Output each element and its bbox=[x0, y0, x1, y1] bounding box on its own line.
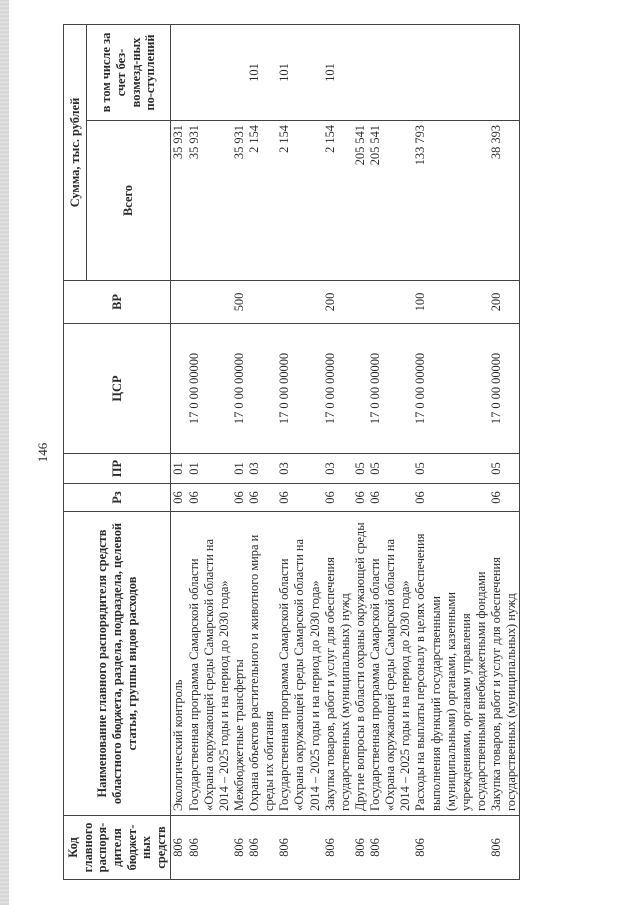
cell-csr bbox=[171, 324, 187, 454]
cell-name: Государственная программа Самарской области «Охрана окружающей среды Самарской области на 2014 – 2025 годы и на период до 2030 года» bbox=[368, 512, 413, 816]
cell-csr: 17 0 00 00000 bbox=[489, 324, 520, 454]
cell-incl: 101 bbox=[323, 25, 353, 121]
cell-csr bbox=[247, 324, 277, 454]
rotated-page bbox=[15, 25, 635, 880]
cell-incl bbox=[187, 25, 232, 121]
header-pr: ПР bbox=[64, 454, 171, 484]
cell-code: 806 bbox=[277, 816, 322, 880]
cell-pr: 05 bbox=[353, 454, 368, 484]
cell-total: 133 793 bbox=[413, 121, 489, 281]
cell-vr bbox=[187, 281, 232, 324]
cell-csr bbox=[353, 324, 368, 454]
cell-rz: 06 bbox=[413, 484, 489, 512]
cell-pr: 01 bbox=[187, 454, 232, 484]
cell-csr: 17 0 00 00000 bbox=[368, 324, 413, 454]
table-row bbox=[187, 25, 232, 880]
cell-rz: 06 bbox=[489, 484, 520, 512]
header-vr: ВР bbox=[64, 281, 171, 324]
cell-rz: 06 bbox=[353, 484, 368, 512]
cell-code: 806 bbox=[413, 816, 489, 880]
table-row bbox=[171, 25, 187, 880]
cell-vr: 500 bbox=[232, 281, 247, 324]
cell-rz: 06 bbox=[368, 484, 413, 512]
table-row bbox=[489, 25, 520, 880]
cell-code: 806 bbox=[171, 816, 187, 880]
cell-vr: 200 bbox=[323, 281, 353, 324]
cell-name: Закупка товаров, работ и услуг для обеспечения государственных (муниципальных) нужд bbox=[489, 512, 520, 816]
table-row bbox=[413, 25, 489, 880]
cell-incl bbox=[413, 25, 489, 121]
cell-incl: 101 bbox=[277, 25, 322, 121]
scan-edge bbox=[0, 0, 9, 905]
cell-csr: 17 0 00 00000 bbox=[187, 324, 232, 454]
header-incl: в том числе за счет без-возмезд-ных по-ступлений bbox=[87, 25, 171, 121]
cell-name: Экологический контроль bbox=[171, 512, 187, 816]
cell-code: 806 bbox=[323, 816, 353, 880]
cell-name: Охрана объектов растительного и животного мира и среды их обитания bbox=[247, 512, 277, 816]
cell-incl: 101 bbox=[247, 25, 277, 121]
cell-vr bbox=[171, 281, 187, 324]
cell-incl bbox=[489, 25, 520, 121]
cell-incl bbox=[232, 25, 247, 121]
cell-pr: 05 bbox=[413, 454, 489, 484]
budget-table bbox=[63, 24, 520, 880]
cell-name: Закупка товаров, работ и услуг для обеспечения государственных (муниципальных) нужд bbox=[323, 512, 353, 816]
cell-vr: 200 bbox=[489, 281, 520, 324]
cell-vr bbox=[277, 281, 322, 324]
cell-pr: 05 bbox=[368, 454, 413, 484]
cell-name: Государственная программа Самарской области «Охрана окружающей среды Самарской области на 2014 – 2025 годы и на период до 2030 года» bbox=[187, 512, 232, 816]
cell-csr: 17 0 00 00000 bbox=[413, 324, 489, 454]
cell-pr: 05 bbox=[489, 454, 520, 484]
cell-total: 38 393 bbox=[489, 121, 520, 281]
cell-csr: 17 0 00 00000 bbox=[277, 324, 322, 454]
header-code: Код главного распоря-дителя бюджет-ных средств bbox=[64, 816, 171, 880]
cell-csr: 17 0 00 00000 bbox=[323, 324, 353, 454]
table-row bbox=[353, 25, 368, 880]
table-row bbox=[277, 25, 322, 880]
cell-code: 806 bbox=[187, 816, 232, 880]
cell-rz: 06 bbox=[171, 484, 187, 512]
table-header bbox=[64, 25, 171, 880]
cell-code: 806 bbox=[489, 816, 520, 880]
cell-rz: 06 bbox=[247, 484, 277, 512]
cell-incl bbox=[353, 25, 368, 121]
cell-code: 806 bbox=[353, 816, 368, 880]
cell-incl bbox=[171, 25, 187, 121]
cell-total: 35 931 bbox=[171, 121, 187, 281]
cell-total: 2 154 bbox=[247, 121, 277, 281]
cell-rz: 06 bbox=[187, 484, 232, 512]
cell-pr: 03 bbox=[277, 454, 322, 484]
cell-pr: 01 bbox=[232, 454, 247, 484]
cell-code: 806 bbox=[247, 816, 277, 880]
cell-incl bbox=[368, 25, 413, 121]
cell-name: Другие вопросы в области охраны окружающей среды bbox=[353, 512, 368, 816]
cell-code: 806 bbox=[368, 816, 413, 880]
header-rz: Рз bbox=[64, 484, 171, 512]
table-row bbox=[323, 25, 353, 880]
cell-name: Государственная программа Самарской области «Охрана окружающей среды Самарской области на 2014 – 2025 годы и на период до 2030 года» bbox=[277, 512, 322, 816]
cell-name: Расходы на выплаты персоналу в целях обеспечения выполнения функций государственными (муниципальными) органами, казенными учреждениями, органами управления государственными внебюджетными фондами bbox=[413, 512, 489, 816]
header-csr: ЦСР bbox=[64, 324, 171, 454]
cell-vr bbox=[353, 281, 368, 324]
page-number: 146 bbox=[35, 442, 50, 463]
table-row bbox=[232, 25, 247, 880]
cell-total: 2 154 bbox=[277, 121, 322, 281]
cell-vr bbox=[368, 281, 413, 324]
header-total: Всего bbox=[87, 121, 171, 281]
header-sum-group: Сумма, тыс. рублей bbox=[64, 25, 87, 281]
cell-total: 2 154 bbox=[323, 121, 353, 281]
table-row bbox=[368, 25, 413, 880]
cell-rz: 06 bbox=[323, 484, 353, 512]
cell-pr: 03 bbox=[323, 454, 353, 484]
cell-total: 205 541 bbox=[368, 121, 413, 281]
cell-pr: 03 bbox=[247, 454, 277, 484]
cell-rz: 06 bbox=[277, 484, 322, 512]
cell-total: 35 931 bbox=[232, 121, 247, 281]
cell-total: 35 931 bbox=[187, 121, 232, 281]
table-row bbox=[247, 25, 277, 880]
header-name: Наименование главного распорядителя средств областного бюджета, раздела, подраздела, целевой статьи, группы видов расходов bbox=[64, 512, 171, 816]
cell-vr bbox=[247, 281, 277, 324]
cell-total: 205 541 bbox=[353, 121, 368, 281]
cell-name: Межбюджетные трансферты bbox=[232, 512, 247, 816]
table-body bbox=[171, 25, 520, 880]
cell-code: 806 bbox=[232, 816, 247, 880]
cell-csr: 17 0 00 00000 bbox=[232, 324, 247, 454]
cell-vr: 100 bbox=[413, 281, 489, 324]
cell-pr: 01 bbox=[171, 454, 187, 484]
cell-rz: 06 bbox=[232, 484, 247, 512]
